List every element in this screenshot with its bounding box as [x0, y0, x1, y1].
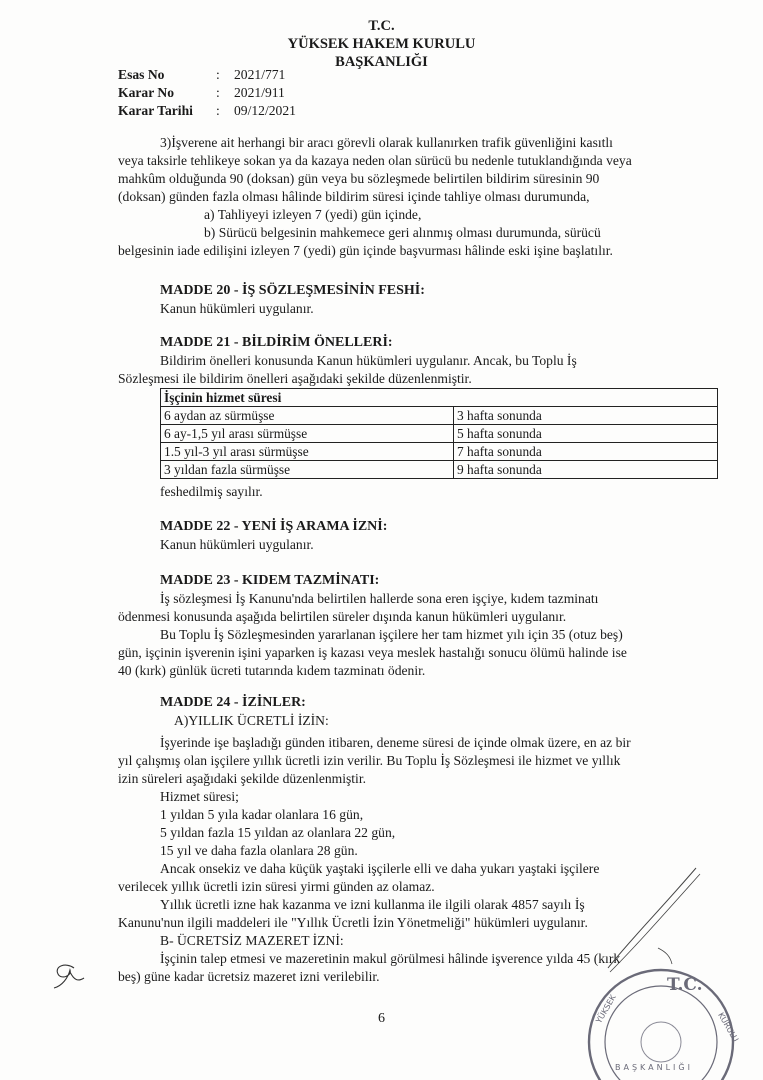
notice-period-table — [160, 388, 718, 479]
article-23-text: ödenmesi konusunda aşağıda belirtilen süreler dışında kanun hükümleri uygulanır. — [118, 609, 567, 624]
official-stamp-icon — [575, 942, 745, 1080]
article-24-text: 1 yıldan 5 yıla kadar olanlara 16 gün, — [160, 807, 364, 822]
article-24-heading: MADDE 24 - İZİNLER: — [160, 695, 306, 710]
table-cell-period: 6 ay-1,5 yıl arası sürmüşse — [161, 425, 454, 443]
p1-line: b) Sürücü belgesinin mahkemece geri alınmış olması durumunda, sürücü — [204, 225, 601, 240]
stamp-top-text: T.C. — [667, 975, 703, 995]
meta-label: Karar No — [118, 85, 175, 100]
article-23-text: gün, işçinin işverenin işini yaparken iş kazası veya meslek hastalığı sonucu ölümü halinde ise — [118, 645, 627, 660]
p1-line: mahkûm olduğunda 90 (doksan) gün veya bu sözleşmede belirtilen bildirim süresinin 90 — [118, 171, 600, 186]
article-24-text: 15 yıl ve daha fazla olanlara 28 gün. — [160, 843, 358, 858]
header-tc: T.C. — [368, 18, 395, 34]
table-cell-period: 3 yıldan fazla sürmüşse — [161, 461, 454, 479]
article-21-text: Bildirim önelleri konusunda Kanun hükümleri uygulanır. Ancak, bu Toplu İş — [160, 353, 577, 368]
article-24-text: izin süreleri aşağıdaki şekilde düzenlenmiştir. — [118, 771, 367, 786]
table-row — [161, 425, 718, 443]
table-cell-period: 6 aydan az sürmüşse — [161, 407, 454, 425]
table-header: İşçinin hizmet süresi — [161, 389, 718, 407]
article-24-text: İşçinin talep etmesi ve mazeretinin makul görülmesi hâlinde işverence yılda 45 (kırk — [160, 951, 621, 966]
article-23-text: 40 (kırk) günlük ücreti tutarında kıdem tazminatı ödenir. — [118, 663, 426, 678]
p1-line: (doksan) günden fazla olması hâlinde bildirim süresi içinde tahliye olması durumunda, — [118, 189, 590, 204]
stamp-bottom-text: BAŞKANLIĞI — [615, 1063, 693, 1072]
table-cell-notice: 7 hafta sonunda — [454, 443, 718, 461]
table-row — [161, 443, 718, 461]
article-24-text: Kanunu'nun ilgili maddeleri ile "Yıllık Ücretli İzin Yönetmeliği" hükümleri uygulanır. — [118, 915, 588, 930]
article-23-heading: MADDE 23 - KIDEM TAZMİNATI: — [160, 573, 380, 588]
meta-karar-no — [118, 84, 285, 102]
article-22-heading: MADDE 22 - YENİ İŞ ARAMA İZNİ: — [160, 519, 388, 534]
meta-esas-no — [118, 66, 285, 84]
article-24-text: Ancak onsekiz ve daha küçük yaştaki işçilerle elli ve daha yukarı yaştaki işçilere — [160, 861, 600, 876]
p1-line: a) Tahliyeyi izleyen 7 (yedi) gün içinde, — [204, 207, 422, 222]
article-21-heading: MADDE 21 - BİLDİRİM ÖNELLERİ: — [160, 335, 393, 350]
article-23-text: İş sözleşmesi İş Kanunu'nda belirtilen hallerde sona eren işçiye, kıdem tazminatı — [160, 591, 599, 606]
stamp-left-text: YÜKSEK — [594, 993, 618, 1025]
p1-line: veya taksirle tehlikeye sokan ya da kazaya neden olan sürücü bu nedenle tutuklandığında veya — [118, 153, 632, 168]
table-cell-notice: 5 hafta sonunda — [454, 425, 718, 443]
meta-colon: : — [216, 103, 220, 118]
article-23-text: Bu Toplu İş Sözleşmesinden yararlanan işçilere her tam hizmet yılı için 35 (otuz beş) — [160, 627, 623, 642]
meta-label: Esas No — [118, 67, 165, 82]
article-24-text: verilecek yıllık ücretli izin süresi yirmi günden az olamaz. — [118, 879, 435, 894]
table-row — [161, 461, 718, 479]
header-presidency: BAŞKANLIĞI — [335, 54, 428, 70]
article-24-text: Yıllık ücretli izne hak kazanma ve izni kullanma ile ilgili olarak 4857 sayılı İş — [160, 897, 585, 912]
annual-leave-heading: A)YILLIK ÜCRETLİ İZİN: — [174, 713, 329, 728]
table-cell-notice: 3 hafta sonunda — [454, 407, 718, 425]
p1-line: 3)İşverene ait herhangi bir aracı görevli olarak kullanırken trafik güvenliğini kasıtlı — [160, 135, 613, 150]
meta-value: 2021/911 — [234, 85, 285, 100]
article-20-heading: MADDE 20 - İŞ SÖZLEŞMESİNİN FESHİ: — [160, 283, 425, 298]
article-22-text: Kanun hükümleri uygulanır. — [160, 537, 314, 552]
meta-value: 09/12/2021 — [234, 103, 296, 118]
handwritten-initial-icon — [48, 960, 88, 992]
article-24-text: beş) güne kadar ücretsiz mazeret izni verilebilir. — [118, 969, 380, 984]
table-cell-period: 1.5 yıl-3 yıl arası sürmüşse — [161, 443, 454, 461]
table-row — [161, 407, 718, 425]
meta-value: 2021/771 — [234, 67, 286, 82]
page-number: 6 — [378, 1011, 385, 1026]
article-21-text: Sözleşmesi ile bildirim önelleri aşağıdaki şekilde düzenlenmiştir. — [118, 371, 472, 386]
stamp-right-text: KURULU — [716, 1011, 741, 1044]
p1-line: belgesinin iade edilişini izleyen 7 (yedi) gün içinde başvurması hâlinde eski işine başlatılır. — [118, 243, 613, 258]
table-header-row — [161, 389, 718, 407]
meta-colon: : — [216, 67, 220, 82]
article-21-after: feshedilmiş sayılır. — [160, 484, 263, 499]
article-24-text: 5 yıldan fazla 15 yıldan az olanlara 22 gün, — [160, 825, 396, 840]
meta-colon: : — [216, 85, 220, 100]
article-24-text: Hizmet süresi; — [160, 789, 239, 804]
meta-karar-tarihi — [118, 102, 296, 120]
header-institution: YÜKSEK HAKEM KURULU — [287, 36, 476, 52]
article-20-text: Kanun hükümleri uygulanır. — [160, 301, 314, 316]
article-24-text: yıl çalışmış olan işçilere yıllık ücretli izin verilir. Bu Toplu İş Sözleşmesi ile hizmet ve yıllık — [118, 753, 621, 768]
article-24-text: İşyerinde işe başladığı günden itibaren, deneme süresi de içinde olmak üzere, en az bir — [160, 735, 631, 750]
meta-label: Karar Tarihi — [118, 103, 193, 118]
table-cell-notice: 9 hafta sonunda — [454, 461, 718, 479]
unpaid-leave-heading: B- ÜCRETSİZ MAZERET İZNİ: — [160, 933, 344, 948]
